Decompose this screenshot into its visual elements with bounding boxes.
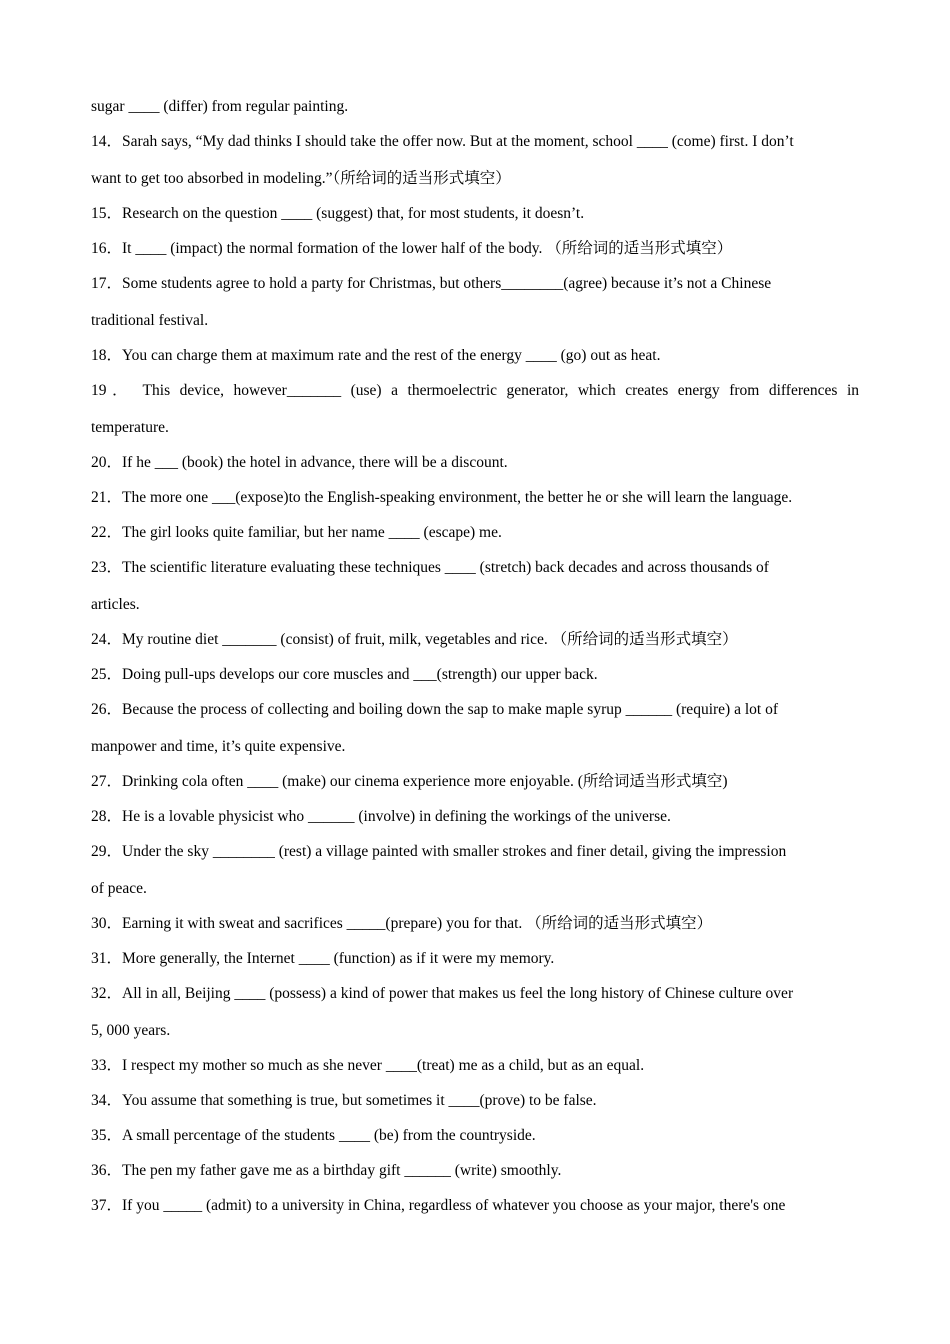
item-14-line-1: 14．Sarah says, “My dad thinks I should take the offer now. But at the moment, school ____ (come) first. I don’t (91, 133, 794, 150)
item-21: 21．The more one ___(expose)to the English-speaking environment, the better he or she will learn the language. (91, 489, 793, 506)
item-24: 24．My routine diet _______ (consist) of fruit, milk, vegetables and rice. （所给词的适当形式填空） (91, 631, 738, 648)
item-33: 33．I respect my mother so much as she never ____(treat) me as a child, but as an equal. (91, 1057, 645, 1074)
item-23-line-1: 23．The scientific literature evaluating these techniques ____ (stretch) back decades and across thousands of (91, 559, 769, 576)
item-27: 27．Drinking cola often ____ (make) our cinema experience more enjoyable. (所给词适当形式填空) (91, 773, 728, 790)
item-36: 36．The pen my father gave me as a birthday gift ______ (write) smoothly. (91, 1162, 562, 1179)
item-20: 20．If he ___ (book) the hotel in advance, there will be a discount. (91, 454, 508, 471)
item-34: 34．You assume that something is true, but sometimes it ____(prove) to be false. (91, 1092, 597, 1109)
item-15: 15．Research on the question ____ (suggest) that, for most students, it doesn’t. (91, 205, 585, 222)
item-23-line-2: articles. (91, 596, 140, 613)
item-29-line-2: of peace. (91, 880, 147, 897)
document-page (91, 97, 859, 1216)
item-30: 30．Earning it with sweat and sacrifices _____(prepare) you for that. （所给词的适当形式填空） (91, 915, 713, 932)
item-22: 22．The girl looks quite familiar, but her name ____ (escape) me. (91, 524, 502, 541)
item-19-line-2: temperature. (91, 419, 169, 436)
item-18: 18．You can charge them at maximum rate and the rest of the energy ____ (go) out as heat. (91, 347, 661, 364)
item-26-line-2: manpower and time, it’s quite expensive. (91, 738, 346, 755)
item-31: 31．More generally, the Internet ____ (function) as if it were my memory. (91, 950, 555, 967)
item-17-line-1: 17．Some students agree to hold a party for Christmas, but others________(agree) because it’s not a Chinese (91, 275, 772, 292)
item-35: 35．A small percentage of the students ____ (be) from the countryside. (91, 1127, 536, 1144)
item-32-line-2: 5, 000 years. (91, 1022, 171, 1039)
item-37-line-1: 37．If you _____ (admit) to a university in China, regardless of whatever you choose as your major, there's one (91, 1197, 786, 1214)
item-28: 28．He is a lovable physicist who ______ (involve) in defining the workings of the universe. (91, 808, 671, 825)
item-14-line-2: want to get too absorbed in modeling.”（所给词的适当形式填空） (91, 170, 511, 187)
item-16: 16．It ____ (impact) the normal formation of the lower half of the body. （所给词的适当形式填空） (91, 240, 733, 257)
item-17-line-2: traditional festival. (91, 312, 209, 329)
item-13-continuation: sugar ____ (differ) from regular painting. (91, 98, 349, 115)
item-26-line-1: 26．Because the process of collecting and boiling down the sap to make maple syrup ______ (require) a lot of (91, 701, 778, 718)
item-29-line-1: 29．Under the sky ________ (rest) a village painted with smaller strokes and finer detail, giving the impression (91, 843, 787, 860)
item-25: 25．Doing pull-ups develops our core muscles and ___(strength) our upper back. (91, 666, 598, 683)
item-32-line-1: 32．All in all, Beijing ____ (possess) a kind of power that makes us feel the long history of Chinese culture over (91, 985, 794, 1002)
item-19-line-1: 19． This device, however_______ (use) a thermoelectric generator, which creates energy from differences in (91, 382, 859, 399)
